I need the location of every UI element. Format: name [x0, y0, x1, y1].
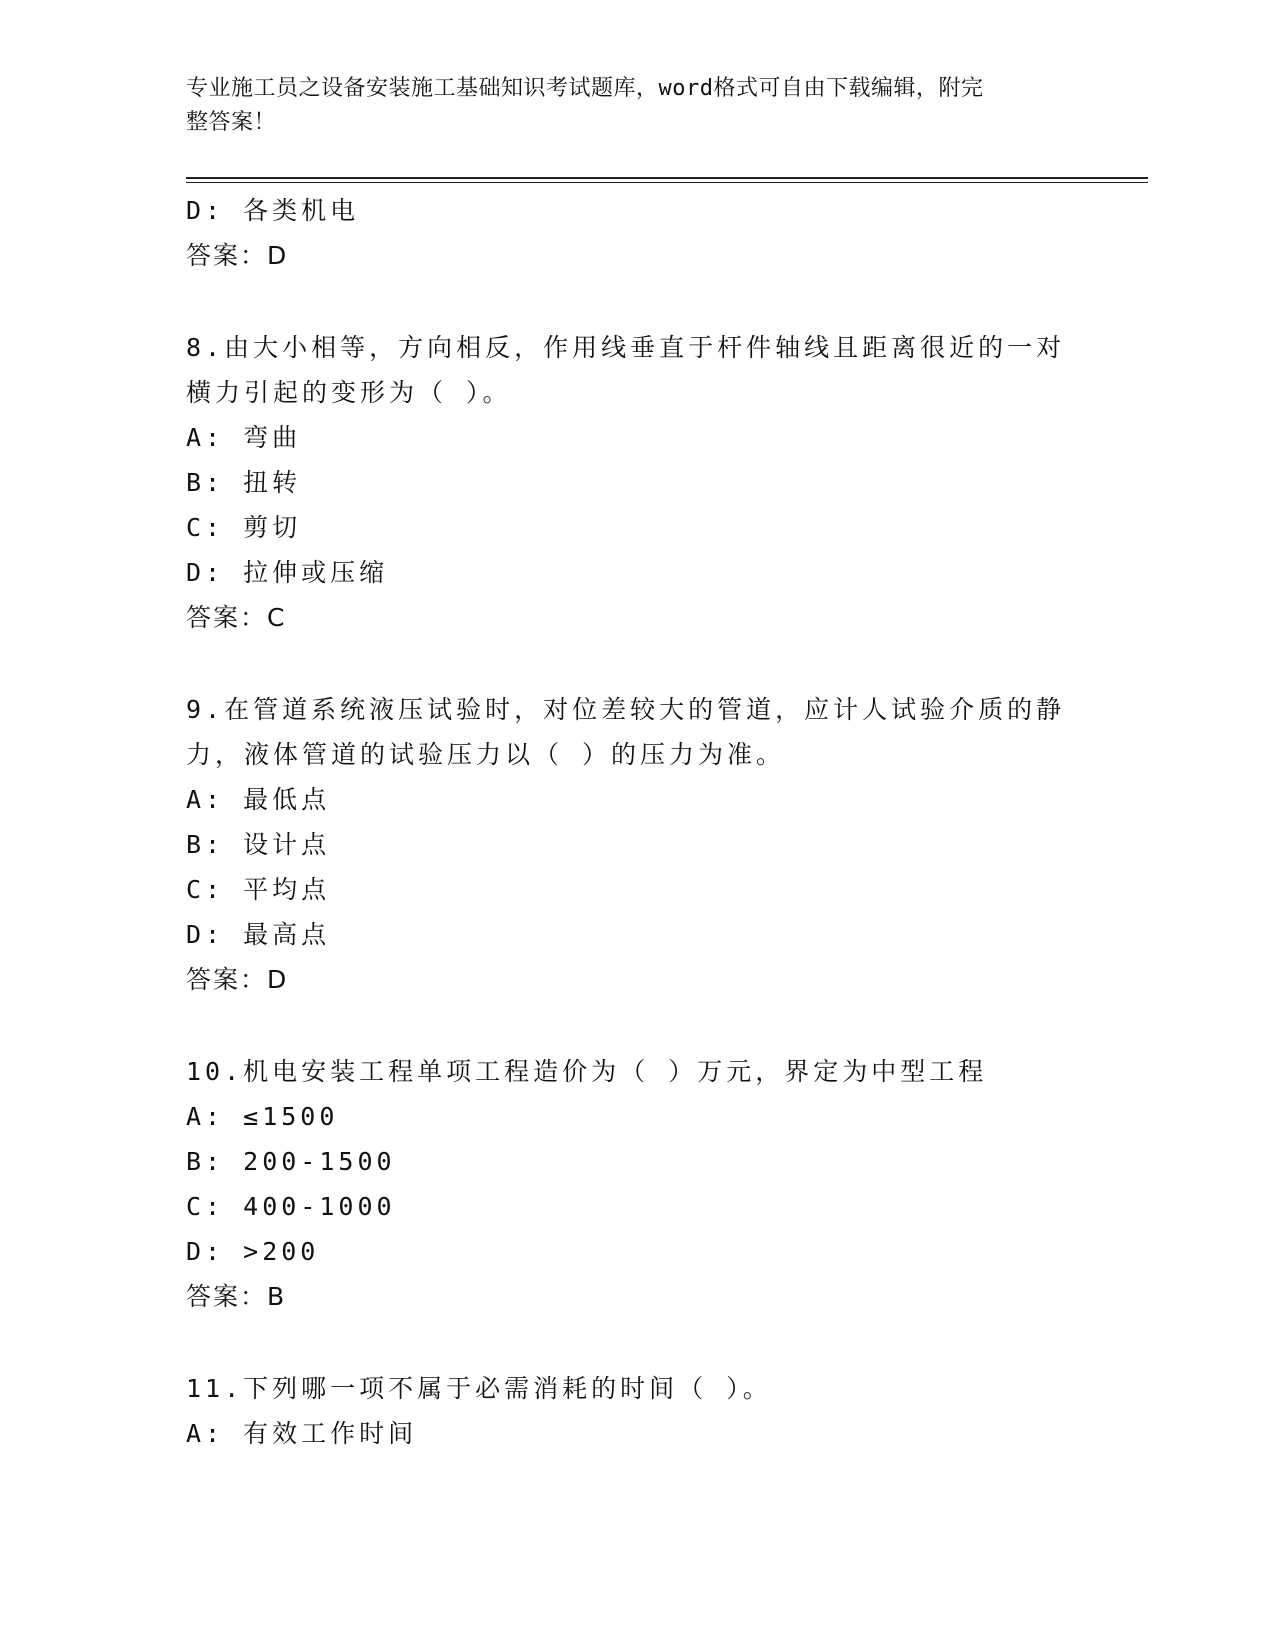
option-d: D: 各类机电 — [186, 196, 360, 225]
question-stem: 9.在管道系统液压试验时，对位差较大的管道，应计人试验介质的静 — [186, 695, 1066, 724]
question-stem: 11.下列哪一项不属于必需消耗的时间（ ）。 — [186, 1374, 772, 1403]
question-stem: 8.由大小相等，方向相反，作用线垂直于杆件轴线且距离很近的一对 — [186, 333, 1066, 362]
header-divider-thin — [186, 182, 1148, 183]
header-line-2: 整答案！ — [186, 110, 277, 135]
option-a: A: ≤1500 — [186, 1102, 339, 1131]
option-c: C: 剪切 — [186, 513, 302, 542]
answer-line: 答案：D — [186, 241, 289, 270]
option-c: C: 400-1000 — [186, 1192, 396, 1221]
option-b: B: 扭转 — [186, 468, 302, 497]
option-b: B: 200-1500 — [186, 1147, 396, 1176]
question-spacer — [186, 640, 1086, 687]
option-b: B: 设计点 — [186, 830, 331, 859]
question-stem-continued: 力，液体管道的试验压力以（ ）的压力为准。 — [186, 740, 786, 769]
question-11 — [186, 1366, 1086, 1456]
question-spacer — [186, 1319, 1086, 1366]
option-d: D: >200 — [186, 1237, 320, 1266]
question-10 — [186, 1049, 1086, 1319]
header-divider-thick — [186, 177, 1148, 179]
question-8 — [186, 325, 1086, 640]
option-d: D: 拉伸或压缩 — [186, 558, 389, 587]
document-header — [186, 72, 1066, 140]
question-spacer — [186, 1002, 1086, 1049]
question-list — [186, 188, 1086, 1456]
question-stem: 10.机电安装工程单项工程造价为（ ）万元，界定为中型工程 — [186, 1057, 988, 1086]
answer-line: 答案：D — [186, 965, 289, 994]
question-spacer — [186, 278, 1086, 325]
option-a: A: 有效工作时间 — [186, 1419, 418, 1448]
option-d: D: 最高点 — [186, 920, 331, 949]
header-line-1: 专业施工员之设备安装施工基础知识考试题库，word格式可自由下载编辑，附完 — [186, 76, 984, 101]
answer-line: 答案：B — [186, 1282, 287, 1311]
answer-line: 答案：C — [186, 603, 287, 632]
question-9 — [186, 687, 1086, 1002]
question-stem-continued: 横力引起的变形为（ ）。 — [186, 378, 512, 407]
option-a: A: 弯曲 — [186, 423, 302, 452]
question-7-tail — [186, 188, 1086, 278]
option-c: C: 平均点 — [186, 875, 331, 904]
option-a: A: 最低点 — [186, 785, 331, 814]
